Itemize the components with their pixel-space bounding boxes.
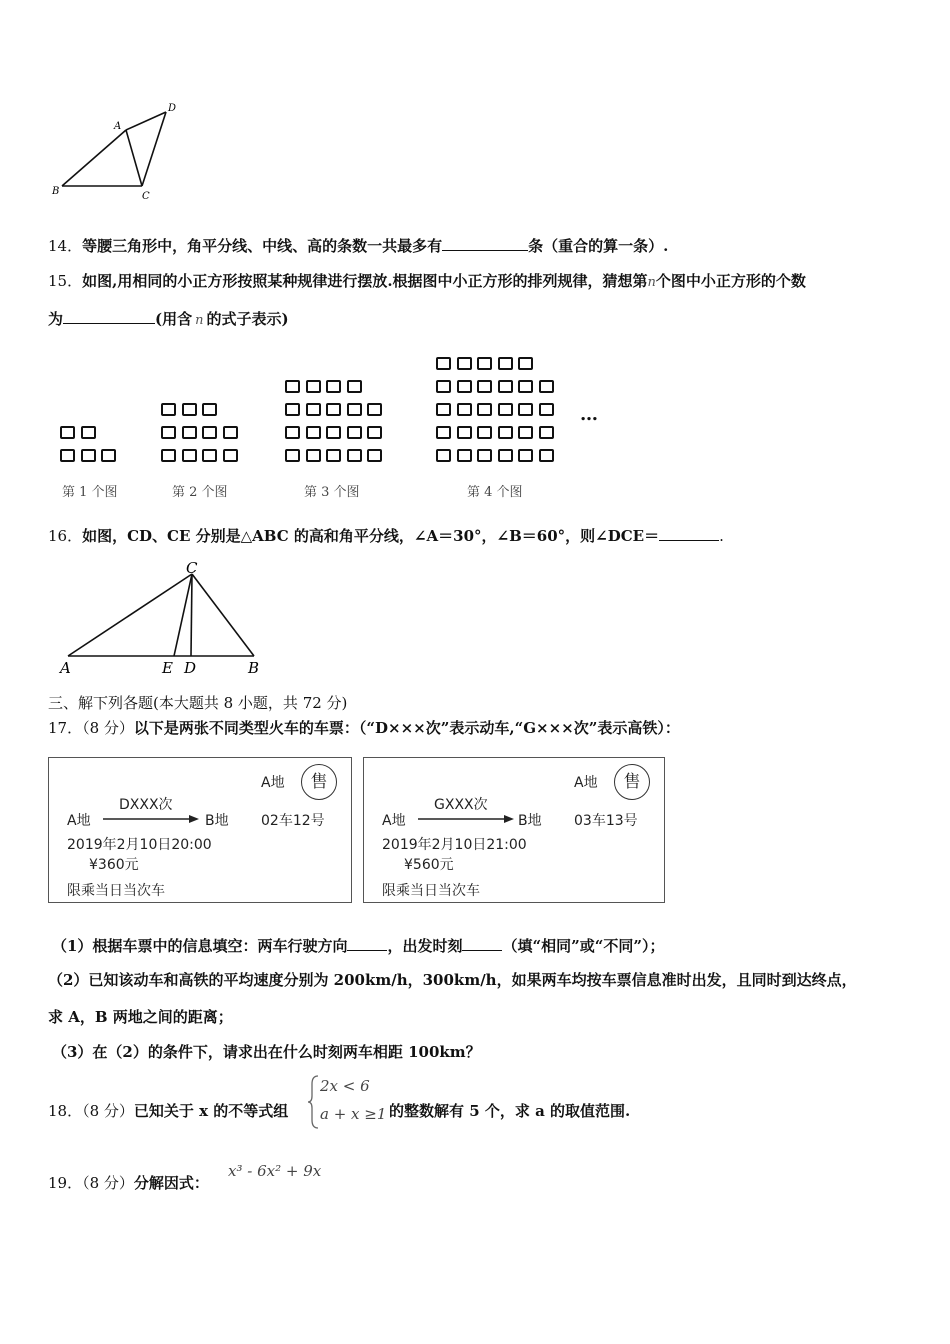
label-C: C <box>186 560 198 577</box>
small-square <box>477 449 492 462</box>
small-square <box>518 449 533 462</box>
small-square <box>285 426 300 439</box>
inequality-1: 2x < 6 <box>320 1077 370 1095</box>
small-square <box>477 357 492 370</box>
small-square <box>202 426 217 439</box>
small-square <box>182 403 197 416</box>
ticket-price: ¥360元 <box>89 857 139 873</box>
small-square <box>202 449 217 462</box>
small-square <box>518 403 533 416</box>
small-square <box>326 449 341 462</box>
small-square <box>518 380 533 393</box>
small-square <box>518 426 533 439</box>
question-17-part-3: （3）在（2）的条件下，请求出在什么时刻两车相距 100km？ <box>52 1043 481 1061</box>
ticket-station: A地 <box>574 775 598 791</box>
small-square <box>539 403 554 416</box>
label-A: A <box>114 121 122 132</box>
small-square <box>60 449 75 462</box>
small-square <box>347 449 362 462</box>
label-A: A <box>60 659 71 677</box>
question-15-line1: 15．如图,用相同的小正方形按照某种规律进行摆放.根据图中小正方形的排列规律，猜想第n个图中小正方形的个数 <box>48 272 806 290</box>
small-square <box>457 380 472 393</box>
small-square <box>347 403 362 416</box>
label-D: D <box>184 659 197 677</box>
small-square <box>498 426 513 439</box>
question-19: 19．（8 分）分解因式： <box>48 1174 209 1192</box>
question-16: 16．如图，CD、CE 分别是△ABC 的高和角平分线，∠A＝30°，∠B＝60°，则∠DCE＝ . <box>48 527 724 545</box>
ticket-to: B地 <box>205 813 229 829</box>
factor-expression: x³ - 6x² + 9x <box>228 1162 322 1180</box>
small-square <box>101 449 116 462</box>
small-square <box>457 449 472 462</box>
stamp-icon: 售 <box>301 764 337 800</box>
small-square <box>326 380 341 393</box>
small-square <box>436 426 451 439</box>
question-14: 14．等腰三角形中，角平分线、中线、高的条数一共最多有 条（重合的算一条）. <box>48 237 669 255</box>
small-square <box>539 426 554 439</box>
small-square <box>306 380 321 393</box>
small-square <box>436 380 451 393</box>
small-square <box>306 426 321 439</box>
caption-fig-3: 第 3 个图 <box>304 485 360 500</box>
question-17: 17．（8 分）以下是两张不同类型火车的车票：（“D×××次”表示动车,“G×××次”表示高铁）： <box>48 719 680 737</box>
triangle-figure-q13 <box>48 98 188 206</box>
small-square <box>477 380 492 393</box>
small-square <box>285 403 300 416</box>
label-B: B <box>248 659 260 677</box>
caption-fig-4: 第 4 个图 <box>467 485 523 500</box>
small-square <box>81 426 96 439</box>
small-square <box>285 449 300 462</box>
arrow-icon <box>418 814 514 824</box>
train-ticket-1 <box>48 757 352 903</box>
small-square <box>306 449 321 462</box>
arrow-icon <box>103 814 199 824</box>
question-18-end: 的整数解有 5 个，求 a 的取值范围. <box>389 1102 631 1120</box>
ticket-train-no: DXXX次 <box>119 797 173 813</box>
ticket-seat: 03车13号 <box>574 813 638 829</box>
ticket-note: 限乘当日当次车 <box>67 883 165 899</box>
small-square <box>436 449 451 462</box>
caption-fig-1: 第 1 个图 <box>62 485 118 500</box>
ticket-date: 2019年2月10日21:00 <box>382 837 527 853</box>
small-square <box>202 403 217 416</box>
label-D: D <box>168 103 177 114</box>
train-ticket-2 <box>363 757 665 903</box>
small-square <box>161 403 176 416</box>
ticket-note: 限乘当日当次车 <box>382 883 480 899</box>
small-square <box>182 449 197 462</box>
question-17-part-2b: 求 A，B 两地之间的距离； <box>48 1008 233 1026</box>
ticket-to: B地 <box>518 813 542 829</box>
small-square <box>367 449 382 462</box>
ticket-price: ¥560元 <box>404 857 454 873</box>
label-C: C <box>142 191 150 202</box>
question-17-part-2a: （2）已知该动车和高铁的平均速度分别为 200km/h，300km/h，如果两车均按车票信息准时出发，且同时到达终点， <box>48 971 857 989</box>
question-18: 18．（8 分）已知关于 x 的不等式组 <box>48 1102 289 1120</box>
small-square <box>326 403 341 416</box>
small-square <box>498 403 513 416</box>
ellipsis: … <box>580 404 598 425</box>
ticket-station: A地 <box>261 775 285 791</box>
system-brace <box>308 1074 320 1130</box>
small-square <box>306 403 321 416</box>
caption-fig-2: 第 2 个图 <box>172 485 228 500</box>
small-square <box>539 380 554 393</box>
inequality-2: a + x ≥1 <box>320 1105 387 1123</box>
section-3-title: 三、解下列各题(本大题共 8 小题，共 72 分) <box>48 694 348 712</box>
small-square <box>367 403 382 416</box>
question-17-part-1: （1）根据车票中的信息填空：两车行驶方向 ，出发时刻 （填“相同”或“不同”）； <box>52 937 665 955</box>
small-square <box>347 426 362 439</box>
small-square <box>498 380 513 393</box>
stamp-icon: 售 <box>614 764 650 800</box>
small-square <box>436 357 451 370</box>
small-square <box>285 380 300 393</box>
small-square <box>539 449 554 462</box>
small-square <box>477 426 492 439</box>
small-square <box>457 426 472 439</box>
small-square <box>457 403 472 416</box>
small-square <box>223 426 238 439</box>
ticket-train-no: GXXX次 <box>434 797 488 813</box>
label-B: B <box>52 186 60 197</box>
label-E: E <box>162 659 173 677</box>
small-square <box>498 357 513 370</box>
question-15-line2: 为 (用含 n 的式子表示) <box>48 310 289 328</box>
small-square <box>477 403 492 416</box>
small-square <box>223 449 238 462</box>
small-square <box>518 357 533 370</box>
small-square <box>347 380 362 393</box>
small-square <box>182 426 197 439</box>
ticket-from: A地 <box>382 813 406 829</box>
small-square <box>161 449 176 462</box>
small-square <box>161 426 176 439</box>
triangle-figure-q16 <box>58 560 273 680</box>
ticket-seat: 02车12号 <box>261 813 325 829</box>
ticket-from: A地 <box>67 813 91 829</box>
small-square <box>367 426 382 439</box>
small-square <box>326 426 341 439</box>
small-square <box>457 357 472 370</box>
small-square <box>498 449 513 462</box>
ticket-date: 2019年2月10日20:00 <box>67 837 212 853</box>
small-square <box>60 426 75 439</box>
small-square <box>81 449 96 462</box>
small-square <box>436 403 451 416</box>
